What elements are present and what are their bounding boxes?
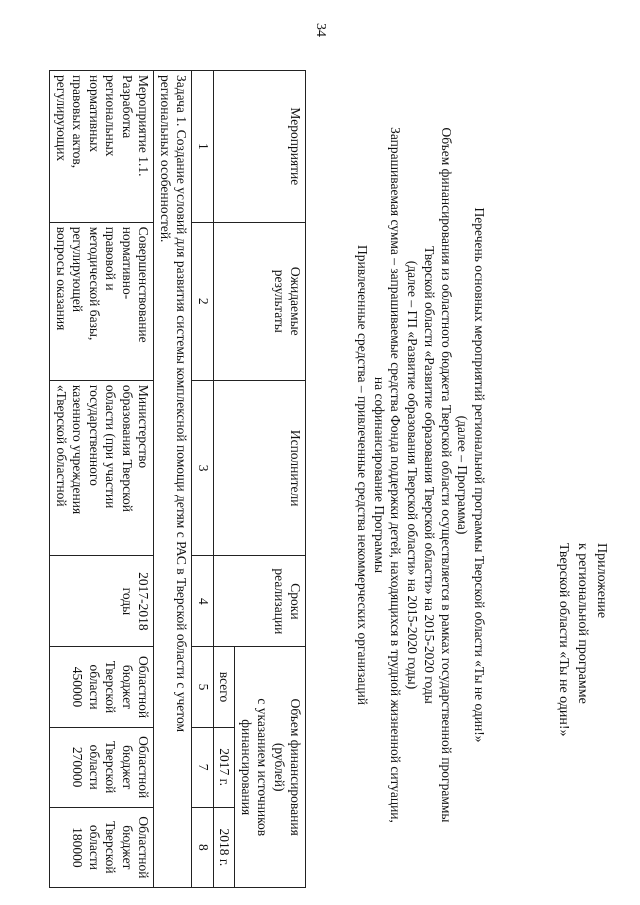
appendix-block bbox=[553, 543, 610, 843]
subheader-2017: 2017 г. bbox=[213, 727, 234, 807]
appendix-line: Тверской области «Ты не один!» bbox=[556, 543, 572, 737]
column-number: 4 bbox=[192, 556, 213, 647]
intro-line: Тверской области «Развитие образования Тверской области» на 2015-2020 годы bbox=[421, 246, 437, 704]
subheader-total: всего bbox=[213, 647, 234, 727]
task-heading: Задача 1. Создание условий для развития системы комплексной помощи детям с РАС в Тверской области с учетом региональных особенностей. bbox=[154, 71, 192, 888]
table-header-row bbox=[235, 71, 306, 888]
column-number: 8 bbox=[192, 807, 213, 887]
appendix-line: к региональной программе bbox=[575, 543, 591, 704]
intro-line: Объем финансирования из областного бюджета Тверской области осуществляется в рамках государственной программы bbox=[438, 127, 454, 823]
expected-results-cell: Совершенствование нормативно- правовой и методической базы, регулирующей вопросы оказания bbox=[50, 222, 154, 380]
funding-2018-cell: Областной бюджет Тверской области 180000 bbox=[50, 807, 154, 887]
column-number-row bbox=[192, 71, 213, 888]
column-number: 2 bbox=[192, 222, 213, 380]
column-number: 7 bbox=[192, 727, 213, 807]
measure-cell: Мероприятие 1.1. Разработка региональных нормативных правовых актов, регулирующих bbox=[50, 71, 154, 223]
column-number: 3 bbox=[192, 380, 213, 556]
header-measure: Мероприятие bbox=[213, 71, 305, 223]
page-number: 34 bbox=[313, 23, 328, 37]
header-timeline: Сроки реализации bbox=[213, 556, 305, 647]
funding-2017-cell: Областной бюджет Тверской области 270000 bbox=[50, 727, 154, 807]
document-title: Перечень основных мероприятий региональной программы Тверской области «Ты не один!» bbox=[472, 207, 487, 743]
table-row bbox=[50, 71, 154, 888]
timeline-cell: 2017-2018 годы bbox=[50, 556, 154, 647]
intro-line: (далее – ГП «Развитие образования Тверской области» на 2015-2020 годы) bbox=[405, 260, 421, 690]
appendix-line: Приложение bbox=[594, 543, 609, 619]
funding-total-cell: Областной бюджет Тверской области 450000 bbox=[50, 647, 154, 727]
header-executors: Исполнители bbox=[213, 380, 305, 556]
header-expected-results: Ожидаемые результаты bbox=[213, 222, 305, 380]
intro-line: Привлеченные средства – привлеченные средства некоммерческих организаций bbox=[354, 245, 370, 705]
task-row bbox=[154, 71, 192, 888]
subheader-2018: 2018 г. bbox=[213, 807, 234, 887]
column-number: 1 bbox=[192, 71, 213, 223]
intro-line: (далее – Программа) bbox=[455, 415, 471, 535]
document-intro bbox=[353, 45, 487, 905]
executors-cell: Министерство образования Тверской области (при участии государственного казенного учреждения «Тверской областной bbox=[50, 380, 154, 556]
intro-line: на софинансирование Программы bbox=[371, 376, 387, 574]
header-funding: Объем финансирования (рублей) с указанием источников финансирования bbox=[235, 647, 306, 888]
intro-line: Запрашиваемая сумма – запрашиваемые средства Фонда поддержки детей, находящихся в трудной жизненной ситуации, bbox=[388, 127, 404, 823]
measures-table bbox=[49, 70, 306, 888]
rotated-document-sheet bbox=[10, 45, 610, 905]
column-number: 5 bbox=[192, 647, 213, 727]
